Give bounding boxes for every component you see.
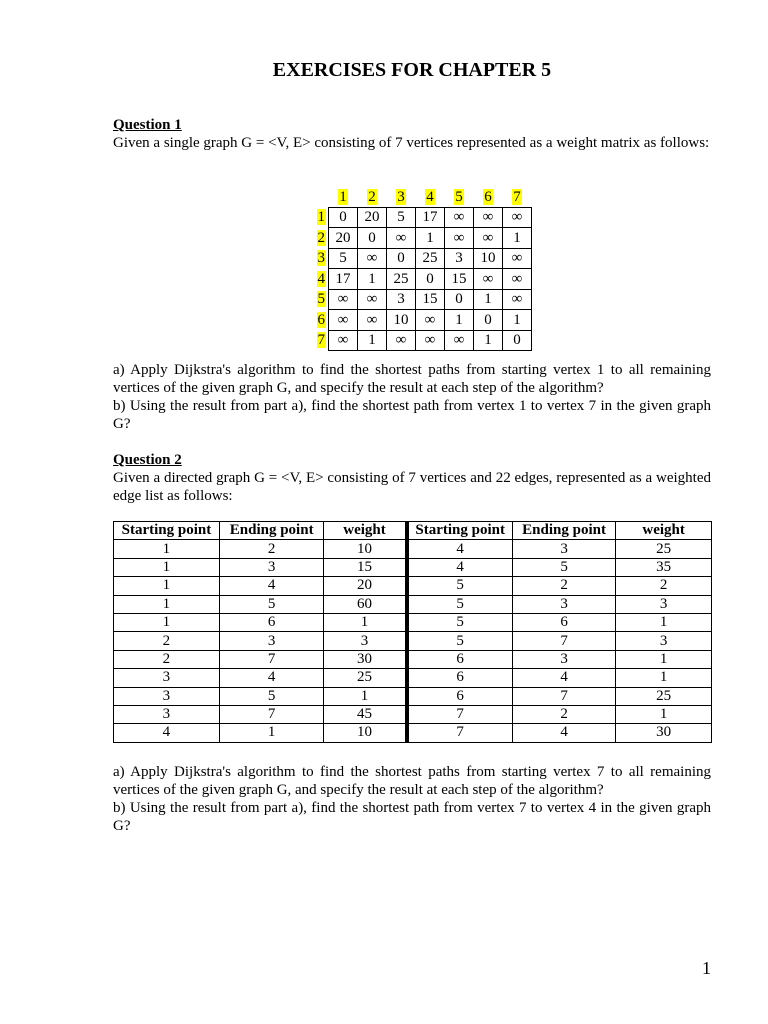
table-cell: 3 xyxy=(324,632,407,650)
table-cell: 5 xyxy=(407,595,513,613)
matrix-cell: 10 xyxy=(387,310,416,331)
table-cell: 3 xyxy=(114,705,220,723)
table-cell: 3 xyxy=(114,669,220,687)
table-cell: 2 xyxy=(114,632,220,650)
table-cell: 30 xyxy=(324,650,407,668)
matrix-col-label xyxy=(445,187,474,207)
table-cell: 4 xyxy=(407,558,513,576)
table-cell: 2 xyxy=(512,577,615,595)
matrix-cell: 1 xyxy=(503,228,532,249)
matrix-row xyxy=(302,207,532,228)
matrix-cell: ∞ xyxy=(445,330,474,351)
table-row xyxy=(114,540,712,558)
question-1-part-b: b) Using the result from part a), find the shortest path from vertex 1 to vertex 7 in the given graph G? xyxy=(113,398,711,432)
table-cell: 4 xyxy=(407,540,513,558)
matrix-cell: ∞ xyxy=(416,330,445,351)
matrix-col-label xyxy=(474,187,503,207)
matrix-cell: 25 xyxy=(416,248,445,269)
question-2-part-b: b) Using the result from part a), find the shortest path from vertex 7 to vertex 4 in the given graph G? xyxy=(113,800,711,834)
matrix-col-label-text: 1 xyxy=(339,188,347,205)
table-cell: 3 xyxy=(616,595,712,613)
table-row xyxy=(114,613,712,631)
table-cell: 1 xyxy=(616,613,712,631)
matrix-row-label xyxy=(302,289,329,310)
table-cell: 6 xyxy=(407,669,513,687)
table-cell: 5 xyxy=(407,632,513,650)
question-2-section xyxy=(113,451,711,505)
table-cell: 45 xyxy=(324,705,407,723)
matrix-cell: 1 xyxy=(474,289,503,310)
table-cell: 7 xyxy=(512,687,615,705)
table-cell: 3 xyxy=(616,632,712,650)
question-1-intro: Given a single graph G = <V, E> consisting of 7 vertices represented as a weight matrix as follows: xyxy=(113,135,710,151)
col-header: Ending point xyxy=(512,522,615,540)
matrix-cell: 20 xyxy=(329,228,358,249)
matrix-cell: ∞ xyxy=(358,310,387,331)
table-cell: 3 xyxy=(114,687,220,705)
matrix-cell: 15 xyxy=(445,269,474,290)
table-cell: 4 xyxy=(512,669,615,687)
table-cell: 10 xyxy=(324,724,407,742)
edge-list-table xyxy=(113,521,712,743)
matrix-row-label xyxy=(302,207,329,228)
matrix-cell: 0 xyxy=(358,228,387,249)
table-cell: 1 xyxy=(324,613,407,631)
table-cell: 5 xyxy=(219,595,324,613)
table-cell: 1 xyxy=(616,669,712,687)
matrix-row-label xyxy=(302,310,329,331)
matrix-cell: ∞ xyxy=(387,330,416,351)
matrix-row-label-text: 4 xyxy=(317,270,325,287)
matrix-cell: ∞ xyxy=(445,228,474,249)
matrix-cell: 17 xyxy=(329,269,358,290)
matrix-row-label-text: 5 xyxy=(317,291,325,308)
matrix-cell: 5 xyxy=(329,248,358,269)
matrix-row xyxy=(302,248,532,269)
table-cell: 3 xyxy=(512,650,615,668)
matrix-cell: 0 xyxy=(503,330,532,351)
matrix-row-label-text: 7 xyxy=(317,332,325,349)
matrix-cell: 5 xyxy=(387,207,416,228)
table-cell: 3 xyxy=(512,595,615,613)
matrix-row-label-text: 3 xyxy=(317,250,325,267)
matrix-row xyxy=(302,330,532,351)
table-cell: 10 xyxy=(324,540,407,558)
table-row xyxy=(114,632,712,650)
edge-table-header-row xyxy=(114,522,712,540)
matrix-col-label-text: 2 xyxy=(368,188,376,205)
matrix-row-label-text: 2 xyxy=(317,229,325,246)
matrix-cell: 3 xyxy=(387,289,416,310)
table-cell: 5 xyxy=(407,613,513,631)
matrix-cell: 1 xyxy=(503,310,532,331)
matrix-cell: 1 xyxy=(474,330,503,351)
matrix-cell: ∞ xyxy=(503,248,532,269)
matrix-row-label xyxy=(302,269,329,290)
matrix-row-label xyxy=(302,330,329,351)
table-cell: 4 xyxy=(512,724,615,742)
table-cell: 3 xyxy=(219,558,324,576)
table-row xyxy=(114,687,712,705)
matrix-row xyxy=(302,289,532,310)
table-cell: 35 xyxy=(616,558,712,576)
matrix-cell: 3 xyxy=(445,248,474,269)
table-cell: 4 xyxy=(219,577,324,595)
matrix-cell: 15 xyxy=(416,289,445,310)
col-header: Starting point xyxy=(114,522,220,540)
matrix-cell: ∞ xyxy=(503,207,532,228)
table-cell: 7 xyxy=(512,632,615,650)
page-number: 1 xyxy=(702,958,711,978)
matrix-cell: 0 xyxy=(329,207,358,228)
table-cell: 7 xyxy=(407,705,513,723)
table-cell: 3 xyxy=(219,632,324,650)
matrix-cell: 0 xyxy=(445,289,474,310)
table-row xyxy=(114,669,712,687)
matrix-cell: 1 xyxy=(445,310,474,331)
document-title: EXERCISES FOR CHAPTER 5 xyxy=(272,59,552,81)
question-1-part-a: a) Apply Dijkstra's algorithm to find the shortest paths from starting vertex 1 to all remaining vertices of the given graph G, and specify the result at each step of the algorithm? xyxy=(113,362,711,396)
question-2-parts xyxy=(113,763,711,835)
matrix-row-label xyxy=(302,248,329,269)
table-cell: 1 xyxy=(114,595,220,613)
matrix-col-label-text: 5 xyxy=(455,188,463,205)
table-cell: 7 xyxy=(407,724,513,742)
table-row xyxy=(114,724,712,742)
matrix-cell: 10 xyxy=(474,248,503,269)
matrix-cell: ∞ xyxy=(503,269,532,290)
matrix-cell: ∞ xyxy=(474,269,503,290)
table-cell: 5 xyxy=(512,558,615,576)
col-header: weight xyxy=(324,522,407,540)
table-cell: 4 xyxy=(219,669,324,687)
matrix-cell: ∞ xyxy=(329,330,358,351)
matrix-cell: ∞ xyxy=(329,310,358,331)
table-cell: 3 xyxy=(512,540,615,558)
table-cell: 2 xyxy=(114,650,220,668)
matrix-cell: 17 xyxy=(416,207,445,228)
matrix-cell: 25 xyxy=(387,269,416,290)
table-cell: 6 xyxy=(407,650,513,668)
col-header: Ending point xyxy=(219,522,324,540)
matrix-row-label-text: 6 xyxy=(317,311,325,328)
matrix-col-label xyxy=(503,187,532,207)
matrix-col-label-text: 6 xyxy=(484,188,492,205)
table-cell: 25 xyxy=(616,540,712,558)
table-cell: 1 xyxy=(114,540,220,558)
table-cell: 30 xyxy=(616,724,712,742)
matrix-col-label xyxy=(358,187,387,207)
table-cell: 2 xyxy=(512,705,615,723)
table-cell: 7 xyxy=(219,650,324,668)
question-1-parts xyxy=(113,361,711,433)
matrix-cell: 0 xyxy=(416,269,445,290)
matrix-cell: ∞ xyxy=(387,228,416,249)
matrix-col-label-text: 4 xyxy=(426,188,434,205)
table-cell: 1 xyxy=(114,613,220,631)
matrix-cell: ∞ xyxy=(503,289,532,310)
table-cell: 1 xyxy=(114,577,220,595)
table-cell: 2 xyxy=(616,577,712,595)
table-cell: 25 xyxy=(616,687,712,705)
matrix-row xyxy=(302,269,532,290)
table-cell: 25 xyxy=(324,669,407,687)
matrix-cell: 0 xyxy=(474,310,503,331)
table-cell: 1 xyxy=(324,687,407,705)
question-2-intro: Given a directed graph G = <V, E> consisting of 7 vertices and 22 edges, represented as a weighted edge list as follows: xyxy=(113,470,711,504)
matrix-cell: 1 xyxy=(358,330,387,351)
table-cell: 1 xyxy=(114,558,220,576)
matrix-col-label xyxy=(329,187,358,207)
matrix-corner xyxy=(302,187,329,207)
matrix-cell: 1 xyxy=(416,228,445,249)
matrix-cell: ∞ xyxy=(416,310,445,331)
table-cell: 1 xyxy=(616,650,712,668)
table-cell: 20 xyxy=(324,577,407,595)
question-2-heading: Question 2 xyxy=(113,452,182,468)
table-row xyxy=(114,577,712,595)
matrix-row-label-text: 1 xyxy=(317,209,325,226)
matrix-col-label xyxy=(387,187,416,207)
table-cell: 2 xyxy=(219,540,324,558)
col-header: Starting point xyxy=(407,522,513,540)
table-cell: 7 xyxy=(219,705,324,723)
matrix-row xyxy=(302,228,532,249)
matrix-cell: ∞ xyxy=(445,207,474,228)
matrix-header-row xyxy=(302,187,532,207)
table-cell: 5 xyxy=(407,577,513,595)
matrix-col-label xyxy=(416,187,445,207)
table-row xyxy=(114,595,712,613)
matrix-col-label-text: 3 xyxy=(397,188,405,205)
table-cell: 15 xyxy=(324,558,407,576)
table-cell: 6 xyxy=(219,613,324,631)
col-header: weight xyxy=(616,522,712,540)
table-cell: 60 xyxy=(324,595,407,613)
matrix-row-label xyxy=(302,228,329,249)
question-2-part-a: a) Apply Dijkstra's algorithm to find the shortest paths from starting vertex 7 to all remaining vertices of the given graph G, and specify the result at each step of the algorithm? xyxy=(113,764,711,798)
table-row xyxy=(114,558,712,576)
question-1-heading: Question 1 xyxy=(113,117,182,133)
matrix-cell: ∞ xyxy=(329,289,358,310)
table-row xyxy=(114,705,712,723)
matrix-cell: ∞ xyxy=(474,207,503,228)
matrix-row xyxy=(302,310,532,331)
matrix-col-label-text: 7 xyxy=(513,188,521,205)
matrix-cell: 20 xyxy=(358,207,387,228)
table-cell: 5 xyxy=(219,687,324,705)
matrix-cell: ∞ xyxy=(358,289,387,310)
table-cell: 1 xyxy=(219,724,324,742)
matrix-cell: 1 xyxy=(358,269,387,290)
matrix-cell: ∞ xyxy=(474,228,503,249)
weight-matrix xyxy=(302,187,532,351)
table-row xyxy=(114,650,712,668)
matrix-cell: 0 xyxy=(387,248,416,269)
table-cell: 1 xyxy=(616,705,712,723)
table-cell: 6 xyxy=(512,613,615,631)
table-cell: 6 xyxy=(407,687,513,705)
question-1-section xyxy=(113,116,711,152)
table-cell: 4 xyxy=(114,724,220,742)
matrix-cell: ∞ xyxy=(358,248,387,269)
